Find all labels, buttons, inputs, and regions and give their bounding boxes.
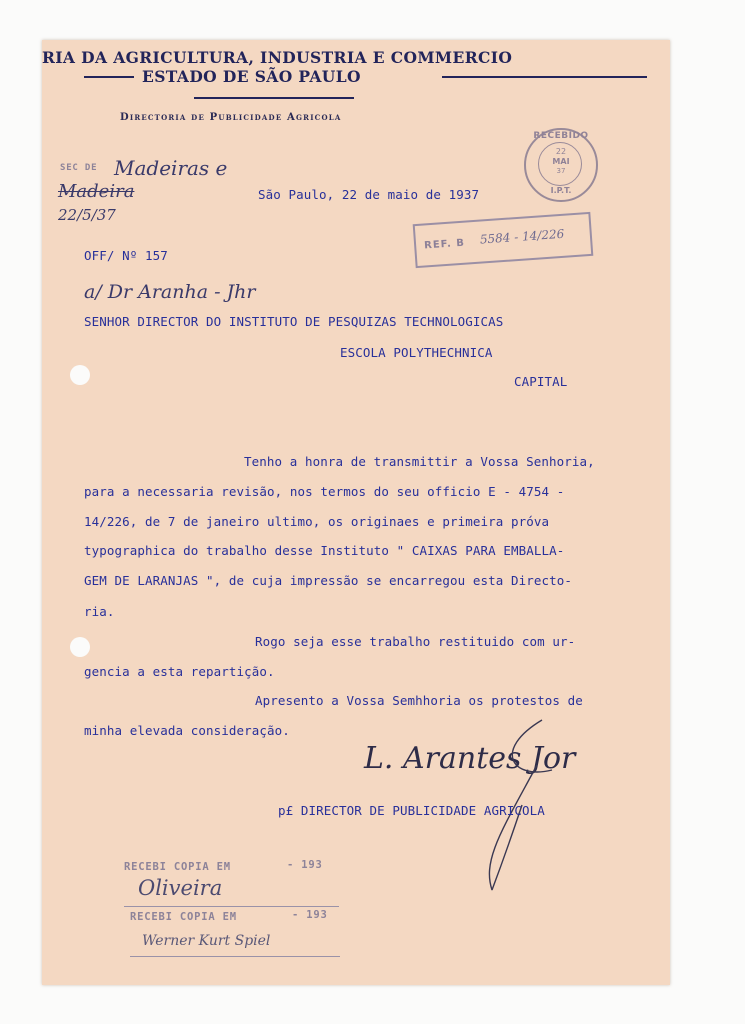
receipt-2-label: RECEBI COPIA EM xyxy=(130,911,237,923)
reference-stamp-label: REF. B xyxy=(423,237,466,252)
addressee-line-1: SENHOR DIRECTOR DO INSTITUTO DE PESQUIZAS TECHNOLOGICAS xyxy=(84,314,504,329)
receipt-2-handwritten: Werner Kurt Spiel xyxy=(142,933,271,949)
reference-stamp xyxy=(413,212,594,268)
body-p1-line-6: ria. xyxy=(84,604,115,619)
receipt-2-year: - 193 xyxy=(292,909,328,921)
body-p1-line-3: 14/226, de 7 de janeiro ultimo, os originaes e primeira próva xyxy=(84,514,550,529)
body-p1-line-5: GEM DE LARANJAS ", de cuja impressão se encarregou esta Directo- xyxy=(84,573,573,588)
letterhead-line-1: RIA DA AGRICULTURA, INDUSTRIA E COMMERCIO xyxy=(42,48,513,67)
receipt-1-label: RECEBI COPIA EM xyxy=(124,861,231,873)
receipt-1-handwritten: Oliveira xyxy=(138,876,223,900)
receipt-1-underline xyxy=(124,906,339,907)
signature-handwritten: L. Arantes Jor xyxy=(364,741,576,776)
letterhead-department: Directoria de Publicidade Agricola xyxy=(120,112,342,123)
received-stamp xyxy=(524,128,598,202)
received-stamp-institute: I.P.T. xyxy=(550,186,572,195)
date-line: São Paulo, 22 de maio de 1937 xyxy=(258,187,480,202)
addressee-line-2: ESCOLA POLYTHECHNICA xyxy=(340,345,493,360)
body-p3-line-2: minha elevada consideração. xyxy=(84,723,290,738)
body-p1-line-1: Tenho a honra de transmittir a Vossa Senhoria, xyxy=(244,454,595,469)
body-p2-line-1: Rogo seja esse trabalho restituido com ur- xyxy=(255,634,576,649)
addressee-line-3: CAPITAL xyxy=(514,374,568,389)
received-stamp-title: RECEBIDO xyxy=(533,131,589,141)
handwritten-addressee-note: a/ Dr Aranha - Jhr xyxy=(84,281,256,303)
signature-title: p£ DIRECTOR DE PUBLICIDADE AGRICOLA xyxy=(278,803,545,818)
body-p1-line-2: para a necessaria revisão, nos termos do seu officio E - 4754 - xyxy=(84,484,565,499)
letterhead-rule-right xyxy=(442,76,647,78)
reference-stamp-number: 5584 - 14/226 xyxy=(479,226,565,247)
body-p1-line-4: typographica do trabalho desse Instituto " CAIXAS PARA EMBALLA- xyxy=(84,543,565,558)
receipt-2-underline xyxy=(130,956,340,957)
receipt-1-year-value: 193 xyxy=(301,859,323,871)
punch-hole-bottom xyxy=(70,637,90,657)
received-stamp-month: MAI xyxy=(552,157,570,166)
receipt-1-year: - 193 xyxy=(287,859,323,871)
received-stamp-year: 37 xyxy=(556,167,566,175)
margin-note-hand-2: Madeira xyxy=(58,181,135,202)
letterhead-rule-left xyxy=(84,76,134,78)
body-p2-line-2: gencia a esta repartição. xyxy=(84,664,275,679)
receipt-2-year-value: 193 xyxy=(306,909,328,921)
letter-page xyxy=(42,40,670,985)
received-stamp-day: 22 xyxy=(555,147,567,156)
punch-hole-top xyxy=(70,365,90,385)
margin-note-label: SEC DE xyxy=(60,163,98,173)
body-p3-line-1: Apresento a Vossa Semhhoria os protestos de xyxy=(255,693,583,708)
letterhead-line-2: ESTADO DE SÃO PAULO xyxy=(142,67,361,86)
margin-note-date: 22/5/37 xyxy=(58,206,116,224)
letterhead-rule-under xyxy=(194,97,354,99)
office-reference: OFF/ Nº 157 xyxy=(84,248,168,263)
margin-note-hand-1: Madeiras e xyxy=(114,156,228,180)
